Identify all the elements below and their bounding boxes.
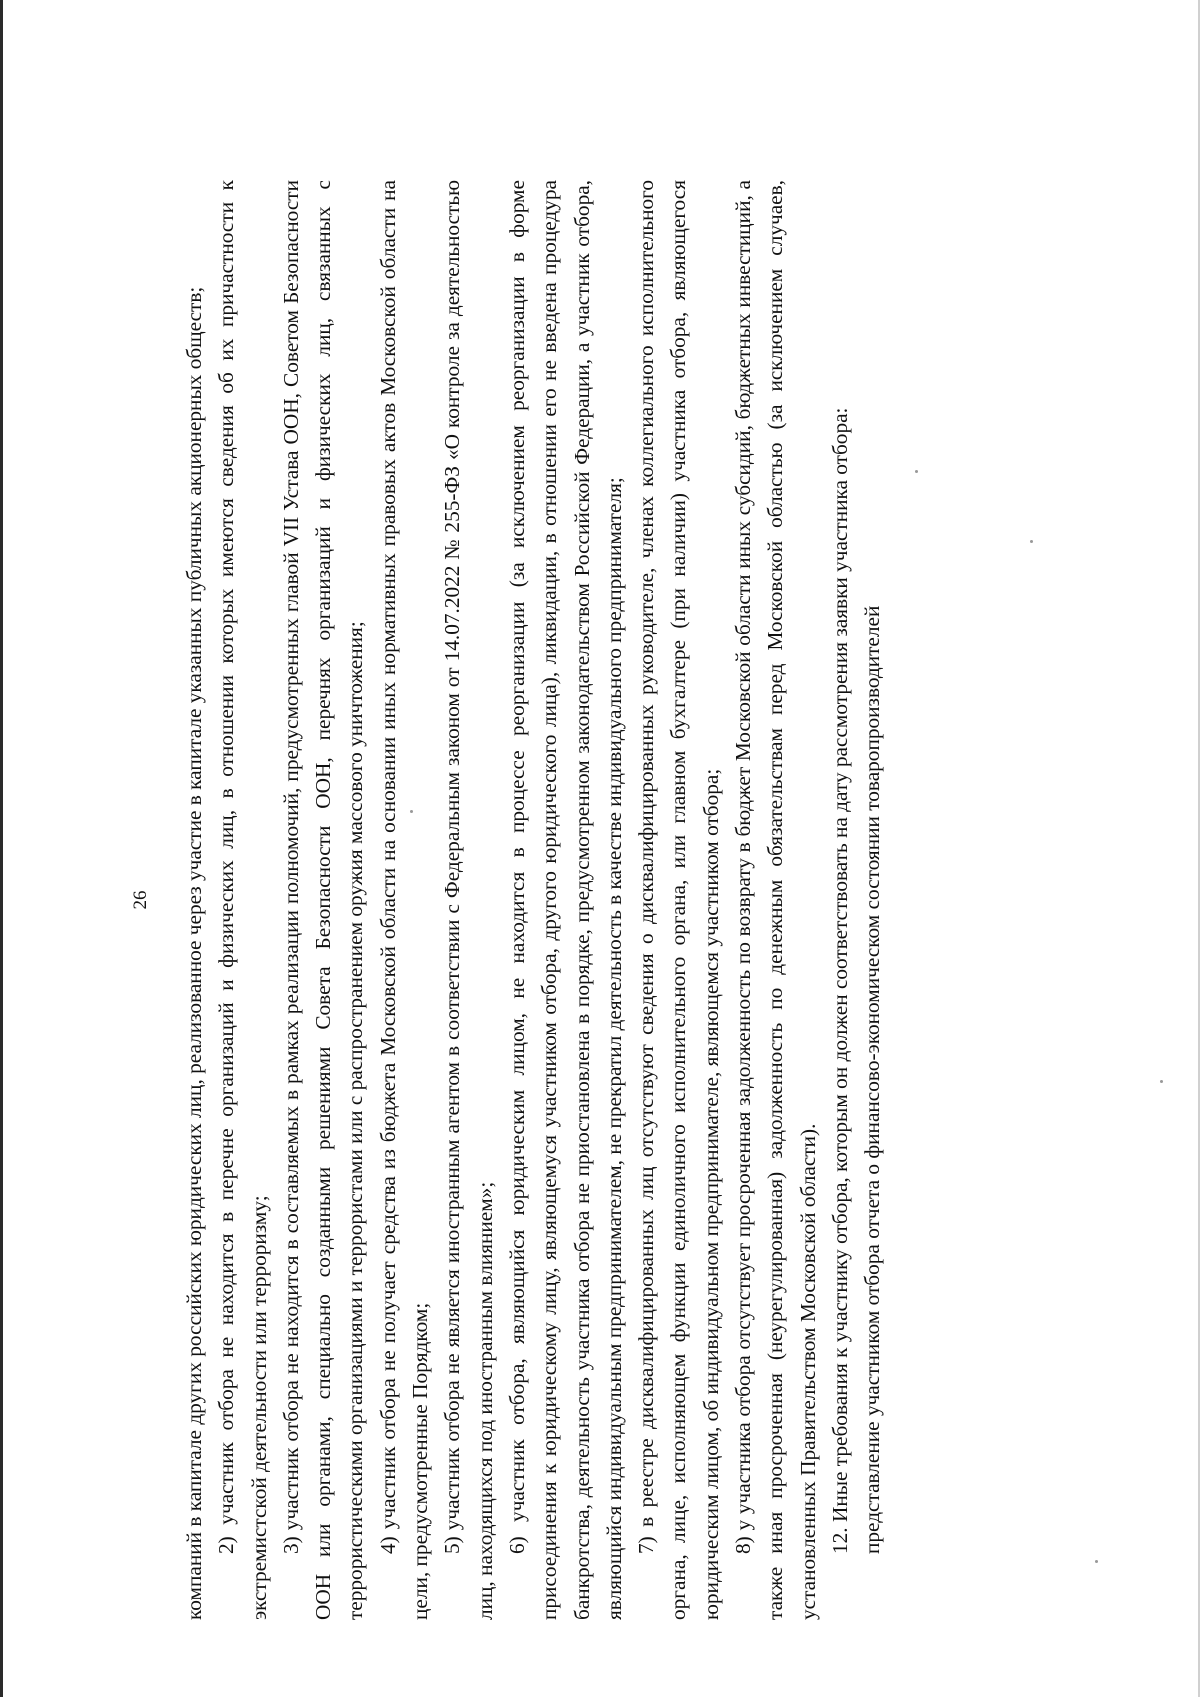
paragraph-item-8: 8) у участника отбора отсутствует просроченная задолженность по возврату в бюджет Московской области иных субсидий, бюджетных инвестиций, а также иная просроченная (неурегулированная) задолженность по денежным обязательствам перед Московской областью (за исключением случаев, установленных Правительством Московской области).	[731, 180, 820, 1620]
page-number: 26	[130, 890, 151, 910]
paragraph-item-6: 6) участник отбора, являющийся юридическим лицом, не находится в процессе реорганизации (за исключением реорганизации в форме присоединения к юридическому лицу, являющемуся участником отбора, другого юридического лица), ликвидации, в отношении его не введена процедура банкротства, деятельность участника отбора не приостановлена в порядке, предусмотренном законодательством Российской Федерации, а участник отбора, являющийся индивидуальным предпринимателем, не прекратил деятельность в качестве индивидуального предпринимателя;	[504, 180, 626, 1620]
paragraph-item-5: 5) участник отбора не является иностранным агентом в соответствии с Федеральным законом от 14.07.2022 № 255-ФЗ «О контроле за деятельностью лиц, находящихся под иностранным влиянием»;	[440, 180, 497, 1620]
document-body	[178, 180, 889, 1620]
scan-speck	[1160, 1080, 1163, 1083]
scan-speck	[1095, 1560, 1098, 1563]
paragraph-item-7: 7) в реестре дисквалифицированных лиц отсутствуют сведения о дисквалифицированных руководителе, членах коллегиального исполнительного органа, лице, исполняющем функции единоличного исполнительного органа, или главном бухгалтере (при наличии) участника отбора, являющегося юридическим лицом, об индивидуальном предпринимателе, являющемся участником отбора;	[634, 180, 723, 1620]
paragraph-item-4: 4) участник отбора не получает средства из бюджета Московской области на основании иных нормативных правовых актов Московской области на цели, предусмотренные Порядком;	[375, 180, 433, 1620]
paragraph-item-2: 2) участник отбора не находится в перечне организаций и физических лиц, в отношении которых имеются сведения об их причастности к экстремистской деятельности или терроризму;	[214, 180, 271, 1620]
paragraph-continuation: компаний в капитале других российских юридических лиц, реализованное через участие в капитале указанных публичных акционерных обществ;	[182, 286, 206, 1620]
paragraph-report-requirement: представление участником отбора отчета о финансово-экономическом состоянии товаропроизводителей	[860, 605, 885, 1554]
paragraph-item-3: 3) участник отбора не находится в составляемых в рамках реализации полномочий, предусмотренных главой VII Устава ООН, Советом Безопасности ООН или органами, специально созданными решениями Совета Безопасности ООН, перечнях организаций и физических лиц, связанных с террористическими организациями и террористами или с распространением оружия массового уничтожения;	[278, 180, 368, 1620]
document-page	[130, 180, 1090, 1620]
scan-left-edge	[0, 0, 3, 1697]
paragraph-clause-12: 12. Иные требования к участнику отбора, которым он должен соответствовать на дату рассмотрения заявки участника отбора:	[827, 407, 852, 1554]
